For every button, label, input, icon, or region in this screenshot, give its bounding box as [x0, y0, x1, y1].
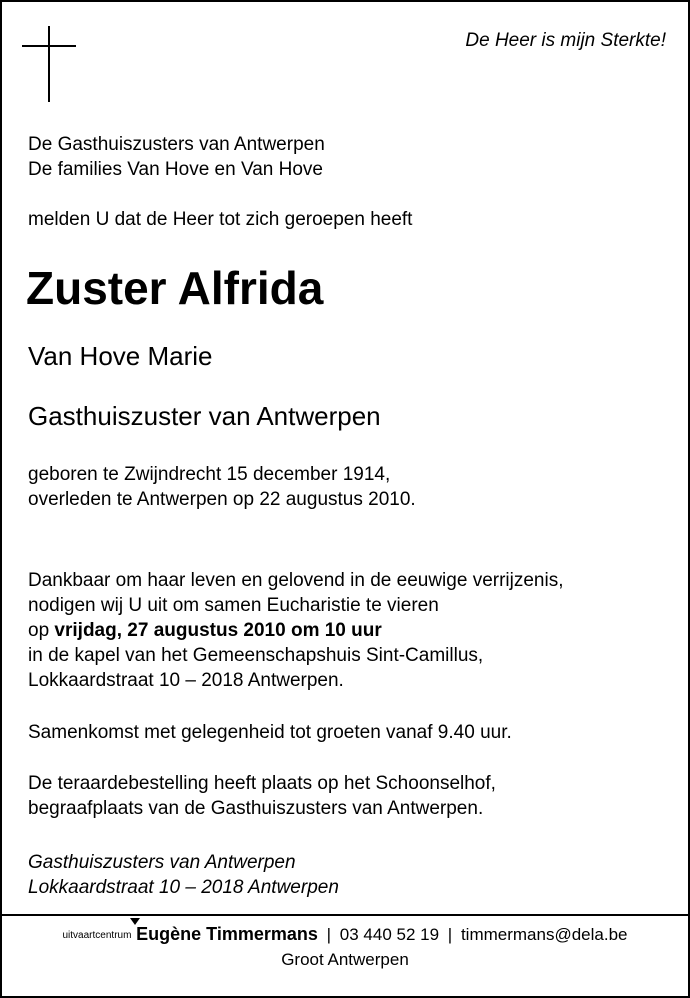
funeral-home-name-text: Eugène Timmermans — [136, 924, 318, 944]
service-line-5: Lokkaardstraat 10 – 2018 Antwerpen. — [28, 670, 344, 691]
footer-separator-2: | — [447, 925, 453, 944]
service-line-4: in de kapel van het Gemeenschapshuis Sint-Camillus, — [28, 645, 484, 666]
birth-line: geboren te Zwijndrecht 15 december 1914, — [28, 464, 391, 485]
service-line-2: nodigen wij U uit om samen Eucharistie te vieren — [28, 595, 439, 616]
funeral-home-footer — [2, 922, 688, 972]
announcer-line-1: De Gasthuiszusters van Antwerpen — [28, 134, 325, 155]
intro-line: melden U dat de Heer tot zich geroepen heeft — [28, 209, 413, 230]
footer-label: uitvaartcentrum — [62, 930, 132, 941]
service-date-prefix: op — [28, 620, 55, 641]
burial-line-2: begraafplaats van de Gasthuiszusters van Antwerpen. — [28, 798, 484, 819]
motto: De Heer is mijn Sterkte! — [465, 30, 666, 51]
funeral-home-name — [136, 924, 318, 944]
burial-line-1: De teraardebestelling heeft plaats op het Schoonselhof, — [28, 773, 496, 794]
service-line-1: Dankbaar om haar leven en gelovend in de eeuwige verrijzenis, — [28, 570, 564, 591]
cross-icon — [22, 26, 76, 102]
footer-divider — [2, 914, 688, 916]
deceased-name: Zuster Alfrida — [26, 262, 324, 314]
footer-separator-1: | — [326, 925, 332, 944]
service-date: vrijdag, 27 augustus 2010 om 10 uur — [54, 620, 382, 641]
civil-name: Van Hove Marie — [28, 341, 213, 371]
death-line: overleden te Antwerpen op 22 augustus 2010. — [28, 489, 416, 510]
footer-email: timmermans@dela.be — [460, 925, 628, 944]
role-title: Gasthuiszuster van Antwerpen — [28, 401, 381, 431]
arrow-marker-icon — [130, 918, 140, 925]
signature-line-2: Lokkaardstraat 10 – 2018 Antwerpen — [28, 877, 339, 898]
footer-region: Groot Antwerpen — [281, 950, 409, 969]
announcer-line-2: De families Van Hove en Van Hove — [28, 159, 324, 180]
service-date-line — [28, 618, 382, 643]
footer-phone: 03 440 52 19 — [339, 925, 440, 944]
gathering-line: Samenkomst met gelegenheid tot groeten vanaf 9.40 uur. — [28, 722, 512, 743]
signature-line-1: Gasthuiszusters van Antwerpen — [28, 852, 296, 873]
